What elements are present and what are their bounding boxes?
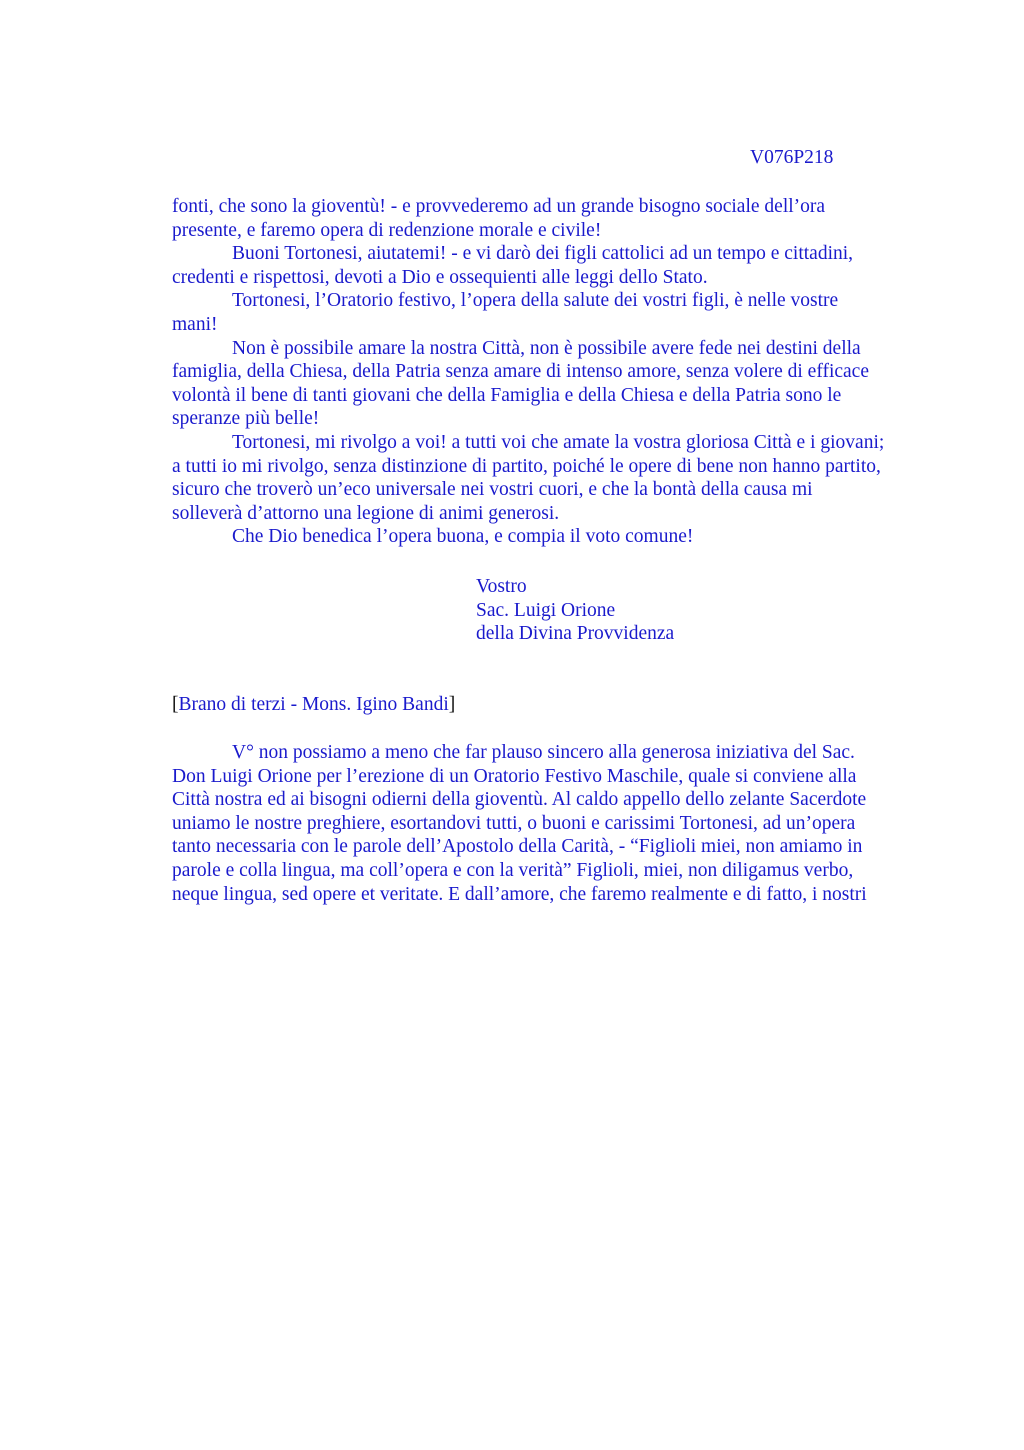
text-line: volontà il bene di tanti giovani che della Famiglia e della Chiesa e della Patria sono le — [172, 384, 842, 406]
text-line: Città nostra ed ai bisogni odierni della gioventù. Al caldo appello dello zelante Sacerdote — [172, 789, 867, 811]
section-label — [172, 693, 455, 717]
text-line: uniamo le nostre preghiere, esortandovi tutti, o buoni e carissimi Tortonesi, ad un’opera — [172, 812, 856, 834]
text-line: neque lingua, sed opere et veritate. E dall’amore, che faremo realmente e di fatto, i nostri — [172, 883, 867, 905]
close-bracket: ] — [448, 694, 456, 715]
signature-block — [476, 575, 674, 646]
text-line: famiglia, della Chiesa, della Patria senza amare di intenso amore, senza volere di efficace — [172, 361, 869, 383]
text-line: solleverà d’attorno una legione di animi generosi. — [172, 502, 560, 524]
text-line: a tutti io mi rivolgo, senza distinzione di partito, poiché le opere di bene non hanno partito, — [172, 455, 881, 477]
text-line: Tortonesi, mi rivolgo a voi! a tutti voi che amate la vostra gloriosa Città e i giovani; — [232, 431, 885, 453]
text-line: tanto necessaria con le parole dell’Apostolo della Carità, - “Figlioli miei, non amiamo in — [172, 836, 863, 858]
signature-closing: Vostro — [476, 576, 527, 597]
text-line: speranze più belle! — [172, 408, 320, 430]
text-line: credenti e rispettosi, devoti a Dio e ossequienti alle leggi dello Stato. — [172, 266, 708, 288]
text-line: Buoni Tortonesi, aiutatemi! - e vi darò dei figli cattolici ad un tempo e cittadini, — [232, 243, 854, 265]
text-line: presente, e faremo opera di redenzione morale e civile! — [172, 219, 602, 241]
text-line: Don Luigi Orione per l’erezione di un Oratorio Festivo Maschile, quale si conviene alla — [172, 765, 857, 787]
text-line: mani! — [172, 313, 218, 335]
text-line: Tortonesi, l’Oratorio festivo, l’opera della salute dei vostri figli, è nelle vostre — [232, 290, 839, 312]
section-label-text: Brano di terzi - Mons. Igino Bandi — [178, 694, 449, 715]
text-line: V° non possiamo a meno che far plauso sincero alla generosa iniziativa del Sac. — [232, 742, 855, 763]
signature-title: della Divina Provvidenza — [476, 623, 675, 645]
open-bracket: [ — [172, 694, 179, 715]
text-line: Che Dio benedica l’opera buona, e compia il voto comune! — [232, 526, 694, 548]
third-party-excerpt — [172, 741, 932, 906]
text-line: sicuro che troverò un’eco universale nei vostri cuori, e che la bontà della causa mi — [172, 479, 813, 501]
letter-body — [172, 195, 932, 549]
text-line: Non è possibile amare la nostra Città, non è possibile avere fede nei destini della — [232, 337, 861, 359]
text-line: fonti, che sono la gioventù! - e provvederemo ad un grande bisogno sociale dell’ora — [172, 196, 826, 217]
text-line: parole e colla lingua, ma coll’opera e con la verità” Figlioli, miei, non diligamus verbo, — [172, 859, 854, 881]
page-id: V076P218 — [750, 147, 834, 168]
signature-name: Sac. Luigi Orione — [476, 599, 616, 621]
